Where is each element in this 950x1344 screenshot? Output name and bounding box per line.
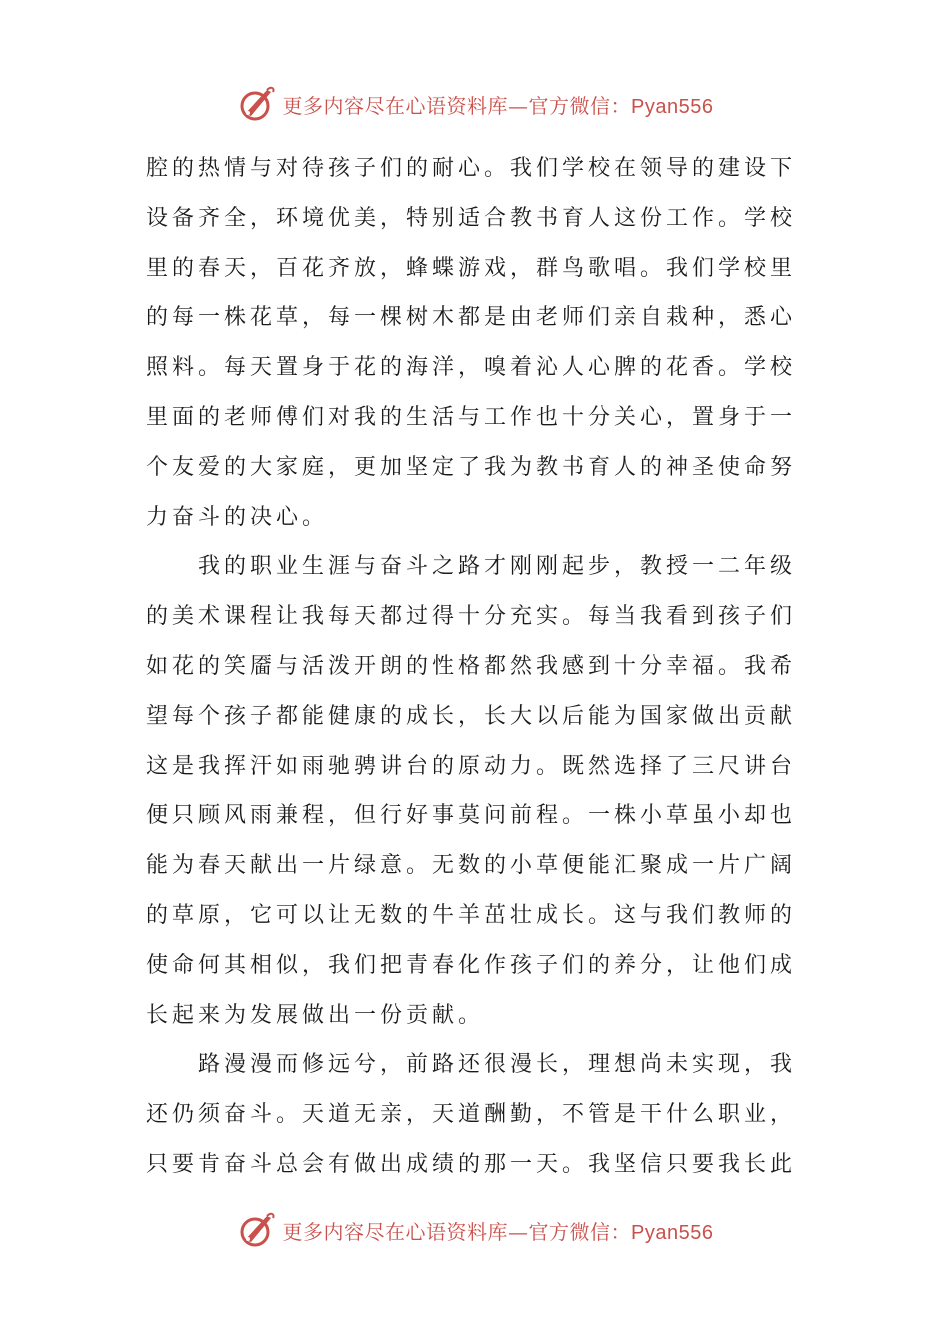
- text-line: 腔的热情与对待孩子们的耐心。我们学校在领导的建设下: [146, 156, 797, 181]
- text-line: 长起来为发展做出一份贡献。: [146, 1002, 485, 1028]
- text-line: 设备齐全，环境优美，特别适合教书育人这份工作。学校: [146, 205, 797, 231]
- text-line: 这是我挥汗如雨驰骋讲台的原动力。既然选择了三尺讲台: [146, 753, 797, 779]
- text-line: 力奋斗的决心。: [146, 504, 329, 530]
- quill-logo-icon: [237, 84, 277, 124]
- header-banner: [0, 82, 950, 126]
- banner-text: 更多内容尽在心语资料库—官方微信：: [282, 93, 632, 118]
- wechat-id: Pyan556: [631, 95, 714, 118]
- wechat-id: Pyan556: [631, 1221, 714, 1244]
- text-line: 还仍须奋斗。天道无亲，天道酬勤，不管是干什么职业，: [146, 1102, 797, 1128]
- quill-logo-icon: [237, 1210, 277, 1250]
- text-line: 便只顾风雨兼程，但行好事莫问前程。一株小草虽小却也: [146, 803, 797, 829]
- footer-banner: [0, 1208, 950, 1252]
- text-line: 的草原，它可以让无数的牛羊茁壮成长。这与我们教师的: [146, 902, 797, 928]
- text-line: 个友爱的大家庭，更加坚定了我为教书育人的神圣使命努: [146, 454, 797, 480]
- text-line: 里面的老师傅们对我的生活与工作也十分关心，置身于一: [146, 404, 797, 430]
- text-line: 使命何其相似，我们把青春化作孩子们的养分，让他们成: [146, 952, 797, 978]
- banner-text: 更多内容尽在心语资料库—官方微信：: [282, 1219, 632, 1244]
- paragraph-start-line: 我的职业生涯与奋斗之路才刚刚起步，教授一二年级: [198, 554, 797, 580]
- text-line: 的美术课程让我每天都过得十分充实。每当我看到孩子们: [146, 604, 797, 630]
- text-line: 如花的笑靥与活泼开朗的性格都然我感到十分幸福。我希: [146, 653, 797, 679]
- paragraph-start-line: 路漫漫而修远兮，前路还很漫长，理想尚未实现，我: [198, 1052, 797, 1078]
- text-line: 只要肯奋斗总会有做出成绩的那一天。我坚信只要我长此: [146, 1151, 797, 1177]
- text-line: 的每一株花草，每一棵树木都是由老师们亲自栽种，悉心: [146, 305, 797, 331]
- text-line: 照料。每天置身于花的海洋，嗅着沁人心脾的花香。学校: [146, 355, 797, 381]
- text-line: 里的春天，百花齐放，蜂蝶游戏，群鸟歌唱。我们学校里: [146, 255, 797, 281]
- text-line: 望每个孩子都能健康的成长，长大以后能为国家做出贡献: [146, 703, 797, 729]
- article-body: [146, 144, 806, 1190]
- text-line: 能为春天献出一片绿意。无数的小草便能汇聚成一片广阔: [146, 853, 797, 879]
